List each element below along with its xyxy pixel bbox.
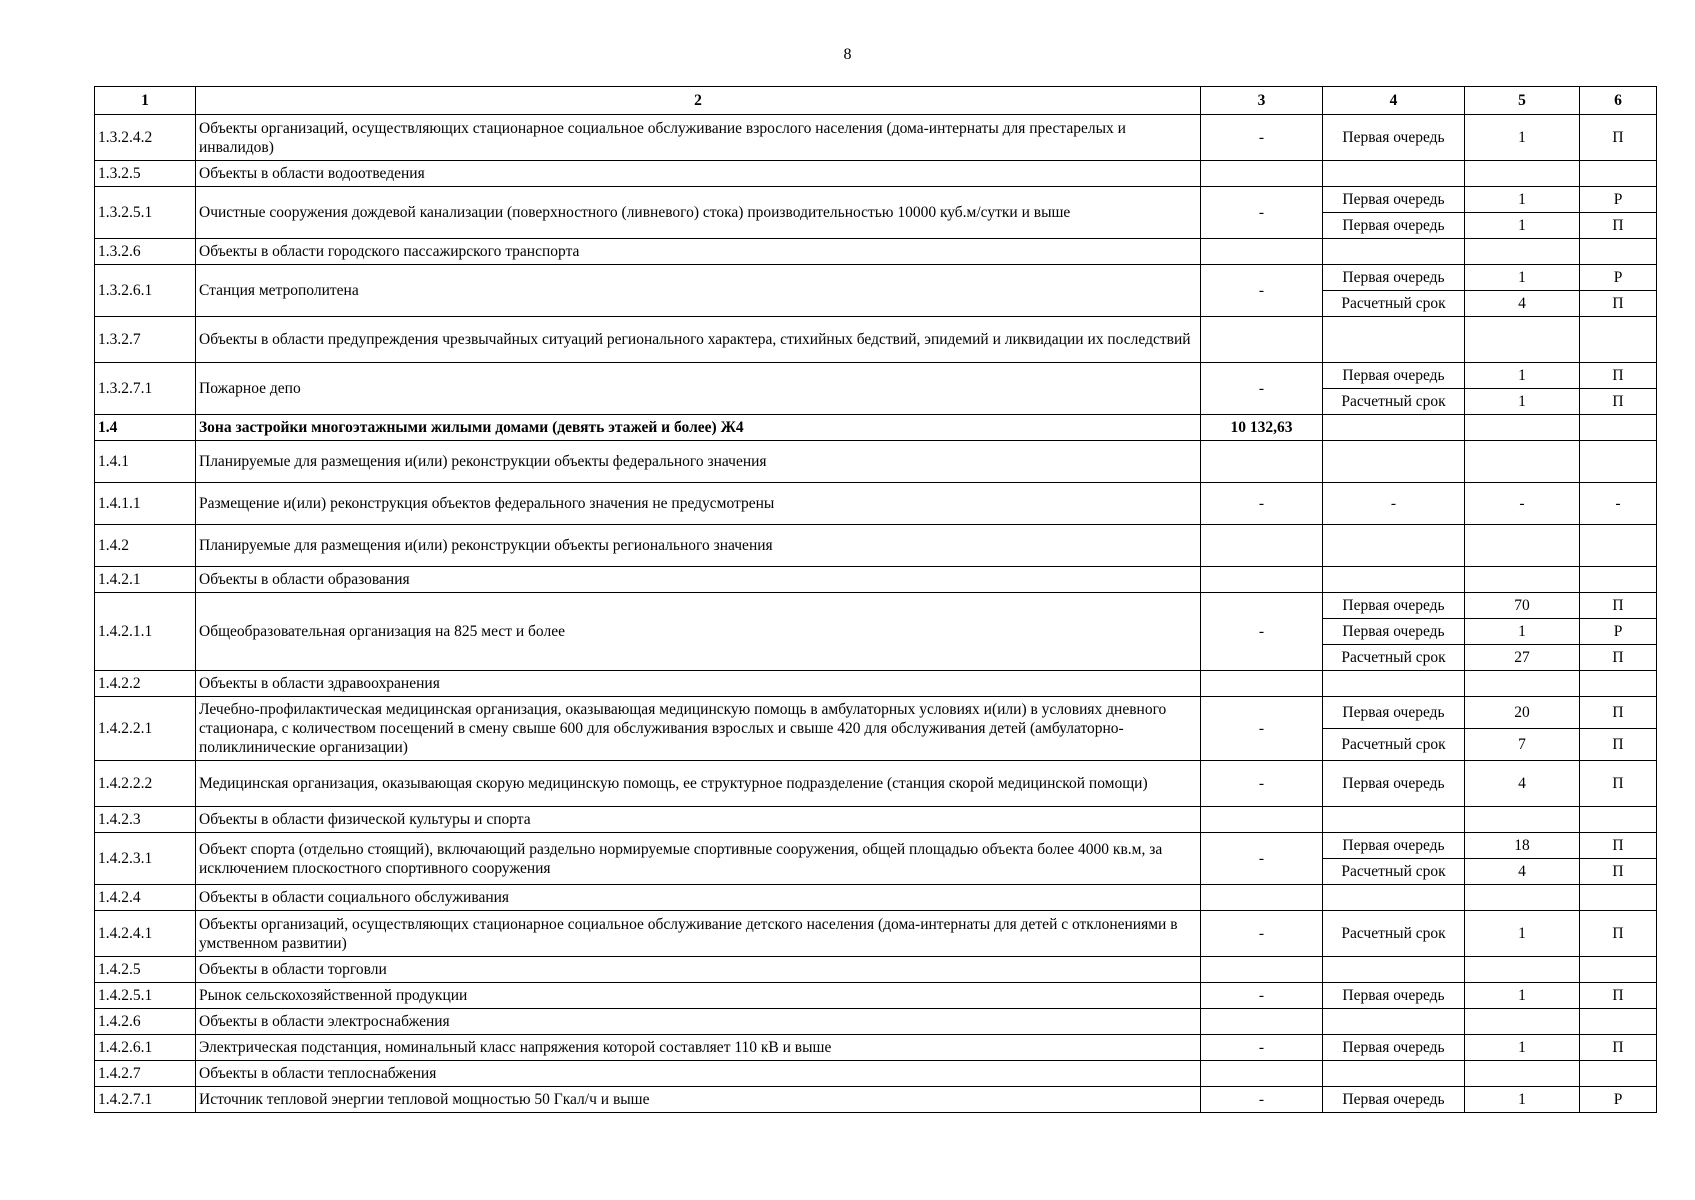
row-area — [1201, 525, 1323, 567]
row-quantity — [1465, 957, 1580, 983]
table-row — [95, 983, 1657, 1009]
row-code: 1.4.2.4.1 — [95, 911, 196, 957]
table-body — [95, 115, 1657, 1113]
row-name: Размещение и(или) реконструкция объектов федерального значения не предусмотрены — [196, 483, 1201, 525]
row-quantity — [1465, 239, 1580, 265]
row-stage: Первая очередь — [1323, 265, 1465, 291]
row-code: 1.4.2.3 — [95, 807, 196, 833]
row-area: - — [1201, 761, 1323, 807]
row-name: Объекты в области предупреждения чрезвычайных ситуаций регионального характера, стихийных бедствий, эпидемий и ликвидации их последствий — [196, 317, 1201, 363]
row-quantity: 7 — [1465, 729, 1580, 761]
row-status: Р — [1580, 265, 1657, 291]
table-row — [95, 761, 1657, 807]
table-row — [95, 957, 1657, 983]
row-area: - — [1201, 1087, 1323, 1113]
row-status: П — [1580, 645, 1657, 671]
row-area: - — [1201, 483, 1323, 525]
row-area: - — [1201, 697, 1323, 761]
row-name: Станция метрополитена — [196, 265, 1201, 317]
row-quantity: 4 — [1465, 761, 1580, 807]
row-area: - — [1201, 833, 1323, 885]
row-status: П — [1580, 697, 1657, 729]
row-status — [1580, 441, 1657, 483]
table-row — [95, 415, 1657, 441]
row-quantity: 4 — [1465, 291, 1580, 317]
row-stage: Расчетный срок — [1323, 911, 1465, 957]
row-quantity — [1465, 567, 1580, 593]
row-stage — [1323, 317, 1465, 363]
row-stage: Первая очередь — [1323, 363, 1465, 389]
row-area: 10 132,63 — [1201, 415, 1323, 441]
table-row — [95, 115, 1657, 161]
row-stage: Расчетный срок — [1323, 645, 1465, 671]
row-quantity — [1465, 671, 1580, 697]
table-row — [95, 161, 1657, 187]
table-row — [95, 483, 1657, 525]
row-quantity — [1465, 1009, 1580, 1035]
table-row — [95, 441, 1657, 483]
row-name: Общеобразовательная организация на 825 мест и более — [196, 593, 1201, 671]
table-row — [95, 1061, 1657, 1087]
row-area: - — [1201, 593, 1323, 671]
row-status: П — [1580, 291, 1657, 317]
row-code: 1.3.2.6.1 — [95, 265, 196, 317]
row-name: Лечебно-профилактическая медицинская организация, оказывающая медицинскую помощь в амбулаторных условиях и(или) в условиях дневного стационара, с количеством посещений в смену свыше 600 для обслуживания взрослых и свыше 420 для обслуживания детей (амбулаторно-поликлинические организации) — [196, 697, 1201, 761]
page-number: 8 — [843, 46, 852, 63]
objects-table — [94, 86, 1657, 1113]
row-code: 1.4.2.1 — [95, 567, 196, 593]
row-status — [1580, 1009, 1657, 1035]
row-name: Объекты в области здравоохранения — [196, 671, 1201, 697]
row-quantity — [1465, 1061, 1580, 1087]
row-name: Источник тепловой энергии тепловой мощностью 50 Гкал/ч и выше — [196, 1087, 1201, 1113]
row-code: 1.4.2.6 — [95, 1009, 196, 1035]
row-code: 1.4.2.5 — [95, 957, 196, 983]
row-code: 1.3.2.4.2 — [95, 115, 196, 161]
table-row — [95, 1009, 1657, 1035]
row-status — [1580, 317, 1657, 363]
row-status: П — [1580, 593, 1657, 619]
row-quantity: 1 — [1465, 983, 1580, 1009]
row-area — [1201, 567, 1323, 593]
row-name: Пожарное депо — [196, 363, 1201, 415]
row-stage: - — [1323, 483, 1465, 525]
row-area: - — [1201, 187, 1323, 239]
row-name: Очистные сооружения дождевой канализации (поверхностного (ливневого) стока) производительностью 10000 куб.м/сутки и выше — [196, 187, 1201, 239]
row-status — [1580, 239, 1657, 265]
row-quantity — [1465, 441, 1580, 483]
column-header: 3 — [1201, 87, 1323, 115]
row-status: Р — [1580, 619, 1657, 645]
row-quantity: 1 — [1465, 187, 1580, 213]
table-row — [95, 697, 1657, 729]
row-quantity — [1465, 161, 1580, 187]
row-status — [1580, 567, 1657, 593]
row-stage — [1323, 441, 1465, 483]
row-name: Объекты организаций, осуществляющих стационарное социальное обслуживание детского населения (дома-интернаты для детей с отклонениями в умственном развитии) — [196, 911, 1201, 957]
row-stage — [1323, 957, 1465, 983]
row-quantity — [1465, 807, 1580, 833]
row-name: Объекты в области социального обслуживания — [196, 885, 1201, 911]
row-quantity — [1465, 885, 1580, 911]
row-status — [1580, 671, 1657, 697]
table-row — [95, 317, 1657, 363]
row-quantity — [1465, 317, 1580, 363]
row-code: 1.4.2.6.1 — [95, 1035, 196, 1061]
row-code: 1.4.1 — [95, 441, 196, 483]
row-name: Объект спорта (отдельно стоящий), включающий раздельно нормируемые спортивные сооружения, общей площадью объекта более 4000 кв.м, за исключением плоскостного спортивного сооружения — [196, 833, 1201, 885]
row-code: 1.4.2.2.2 — [95, 761, 196, 807]
row-area — [1201, 807, 1323, 833]
row-stage — [1323, 239, 1465, 265]
row-area — [1201, 317, 1323, 363]
row-name: Планируемые для размещения и(или) реконструкции объекты федерального значения — [196, 441, 1201, 483]
row-quantity: 1 — [1465, 363, 1580, 389]
row-code: 1.4.2.5.1 — [95, 983, 196, 1009]
row-quantity: 4 — [1465, 859, 1580, 885]
table-row — [95, 671, 1657, 697]
row-area — [1201, 671, 1323, 697]
row-status — [1580, 807, 1657, 833]
row-name: Объекты в области торговли — [196, 957, 1201, 983]
row-stage — [1323, 885, 1465, 911]
row-quantity: 1 — [1465, 213, 1580, 239]
header-row — [95, 87, 1657, 115]
column-header: 6 — [1580, 87, 1657, 115]
row-quantity: 1 — [1465, 115, 1580, 161]
row-quantity — [1465, 415, 1580, 441]
row-quantity: 1 — [1465, 911, 1580, 957]
table-row — [95, 239, 1657, 265]
row-status: П — [1580, 911, 1657, 957]
row-code: 1.3.2.7.1 — [95, 363, 196, 415]
row-stage: Первая очередь — [1323, 761, 1465, 807]
row-status — [1580, 415, 1657, 441]
row-name: Объекты в области физической культуры и спорта — [196, 807, 1201, 833]
row-code: 1.4.2.7 — [95, 1061, 196, 1087]
table-row — [95, 911, 1657, 957]
row-name: Объекты в области образования — [196, 567, 1201, 593]
row-status: П — [1580, 363, 1657, 389]
table-row — [95, 833, 1657, 859]
row-area — [1201, 885, 1323, 911]
row-status: П — [1580, 1035, 1657, 1061]
row-stage: Первая очередь — [1323, 697, 1465, 729]
row-code: 1.4.2.2 — [95, 671, 196, 697]
row-name: Зона застройки многоэтажными жилыми домами (девять этажей и более) Ж4 — [196, 415, 1201, 441]
row-status — [1580, 957, 1657, 983]
row-stage — [1323, 161, 1465, 187]
row-stage — [1323, 415, 1465, 441]
row-name: Объекты в области теплоснабжения — [196, 1061, 1201, 1087]
row-stage — [1323, 1009, 1465, 1035]
row-status: П — [1580, 389, 1657, 415]
row-area — [1201, 1061, 1323, 1087]
row-stage — [1323, 567, 1465, 593]
row-status: П — [1580, 115, 1657, 161]
row-status: П — [1580, 983, 1657, 1009]
row-stage — [1323, 525, 1465, 567]
row-area — [1201, 441, 1323, 483]
row-name: Объекты в области электроснабжения — [196, 1009, 1201, 1035]
table-row — [95, 363, 1657, 389]
row-status: Р — [1580, 1087, 1657, 1113]
table-row — [95, 187, 1657, 213]
row-status: П — [1580, 729, 1657, 761]
row-stage: Первая очередь — [1323, 213, 1465, 239]
row-quantity: 18 — [1465, 833, 1580, 859]
row-status — [1580, 525, 1657, 567]
table-row — [95, 265, 1657, 291]
row-stage: Расчетный срок — [1323, 291, 1465, 317]
row-stage: Первая очередь — [1323, 1087, 1465, 1113]
row-quantity: 1 — [1465, 1087, 1580, 1113]
row-code: 1.3.2.6 — [95, 239, 196, 265]
row-code: 1.4 — [95, 415, 196, 441]
row-status — [1580, 161, 1657, 187]
row-quantity: 1 — [1465, 265, 1580, 291]
row-quantity — [1465, 525, 1580, 567]
column-header: 2 — [196, 87, 1201, 115]
row-stage — [1323, 671, 1465, 697]
column-header: 1 — [95, 87, 196, 115]
table-row — [95, 885, 1657, 911]
table-row — [95, 807, 1657, 833]
table-row — [95, 593, 1657, 619]
row-status: П — [1580, 761, 1657, 807]
row-status: П — [1580, 213, 1657, 239]
row-stage: Первая очередь — [1323, 983, 1465, 1009]
row-name: Объекты организаций, осуществляющих стационарное социальное обслуживание взрослого населения (дома-интернаты для престарелых и инвалидов) — [196, 115, 1201, 161]
row-code: 1.4.1.1 — [95, 483, 196, 525]
column-header: 5 — [1465, 87, 1580, 115]
row-stage: Первая очередь — [1323, 115, 1465, 161]
row-name: Медицинская организация, оказывающая скорую медицинскую помощь, ее структурное подразделение (станция скорой медицинской помощи) — [196, 761, 1201, 807]
row-stage: Первая очередь — [1323, 593, 1465, 619]
row-status: Р — [1580, 187, 1657, 213]
row-area: - — [1201, 115, 1323, 161]
row-area — [1201, 957, 1323, 983]
row-stage: Первая очередь — [1323, 619, 1465, 645]
row-code: 1.4.2.2.1 — [95, 697, 196, 761]
row-quantity: 20 — [1465, 697, 1580, 729]
row-quantity: 1 — [1465, 619, 1580, 645]
row-stage — [1323, 807, 1465, 833]
row-stage — [1323, 1061, 1465, 1087]
table-row — [95, 525, 1657, 567]
row-status — [1580, 885, 1657, 911]
row-code: 1.3.2.5 — [95, 161, 196, 187]
row-code: 1.4.2.1.1 — [95, 593, 196, 671]
row-area: - — [1201, 911, 1323, 957]
table-row — [95, 567, 1657, 593]
row-name: Объекты в области городского пассажирского транспорта — [196, 239, 1201, 265]
row-area: - — [1201, 265, 1323, 317]
row-quantity: 27 — [1465, 645, 1580, 671]
row-code: 1.3.2.5.1 — [95, 187, 196, 239]
table-row — [95, 1087, 1657, 1113]
row-status — [1580, 1061, 1657, 1087]
row-area — [1201, 1009, 1323, 1035]
row-area: - — [1201, 1035, 1323, 1061]
row-code: 1.4.2.3.1 — [95, 833, 196, 885]
row-status: П — [1580, 859, 1657, 885]
row-stage: Первая очередь — [1323, 187, 1465, 213]
row-code: 1.4.2 — [95, 525, 196, 567]
row-quantity: 1 — [1465, 1035, 1580, 1061]
row-code: 1.4.2.4 — [95, 885, 196, 911]
row-status: - — [1580, 483, 1657, 525]
row-area — [1201, 239, 1323, 265]
row-status: П — [1580, 833, 1657, 859]
row-name: Электрическая подстанция, номинальный класс напряжения которой составляет 110 кВ и выше — [196, 1035, 1201, 1061]
row-code: 1.4.2.7.1 — [95, 1087, 196, 1113]
row-code: 1.3.2.7 — [95, 317, 196, 363]
row-area: - — [1201, 983, 1323, 1009]
column-header: 4 — [1323, 87, 1465, 115]
row-name: Объекты в области водоотведения — [196, 161, 1201, 187]
row-stage: Первая очередь — [1323, 1035, 1465, 1061]
row-stage: Расчетный срок — [1323, 729, 1465, 761]
row-quantity: 70 — [1465, 593, 1580, 619]
row-name: Планируемые для размещения и(или) реконструкции объекты регионального значения — [196, 525, 1201, 567]
row-area: - — [1201, 363, 1323, 415]
row-stage: Расчетный срок — [1323, 859, 1465, 885]
table-row — [95, 1035, 1657, 1061]
row-name: Рынок сельскохозяйственной продукции — [196, 983, 1201, 1009]
row-quantity: 1 — [1465, 389, 1580, 415]
row-area — [1201, 161, 1323, 187]
row-stage: Первая очередь — [1323, 833, 1465, 859]
row-quantity: - — [1465, 483, 1580, 525]
row-stage: Расчетный срок — [1323, 389, 1465, 415]
